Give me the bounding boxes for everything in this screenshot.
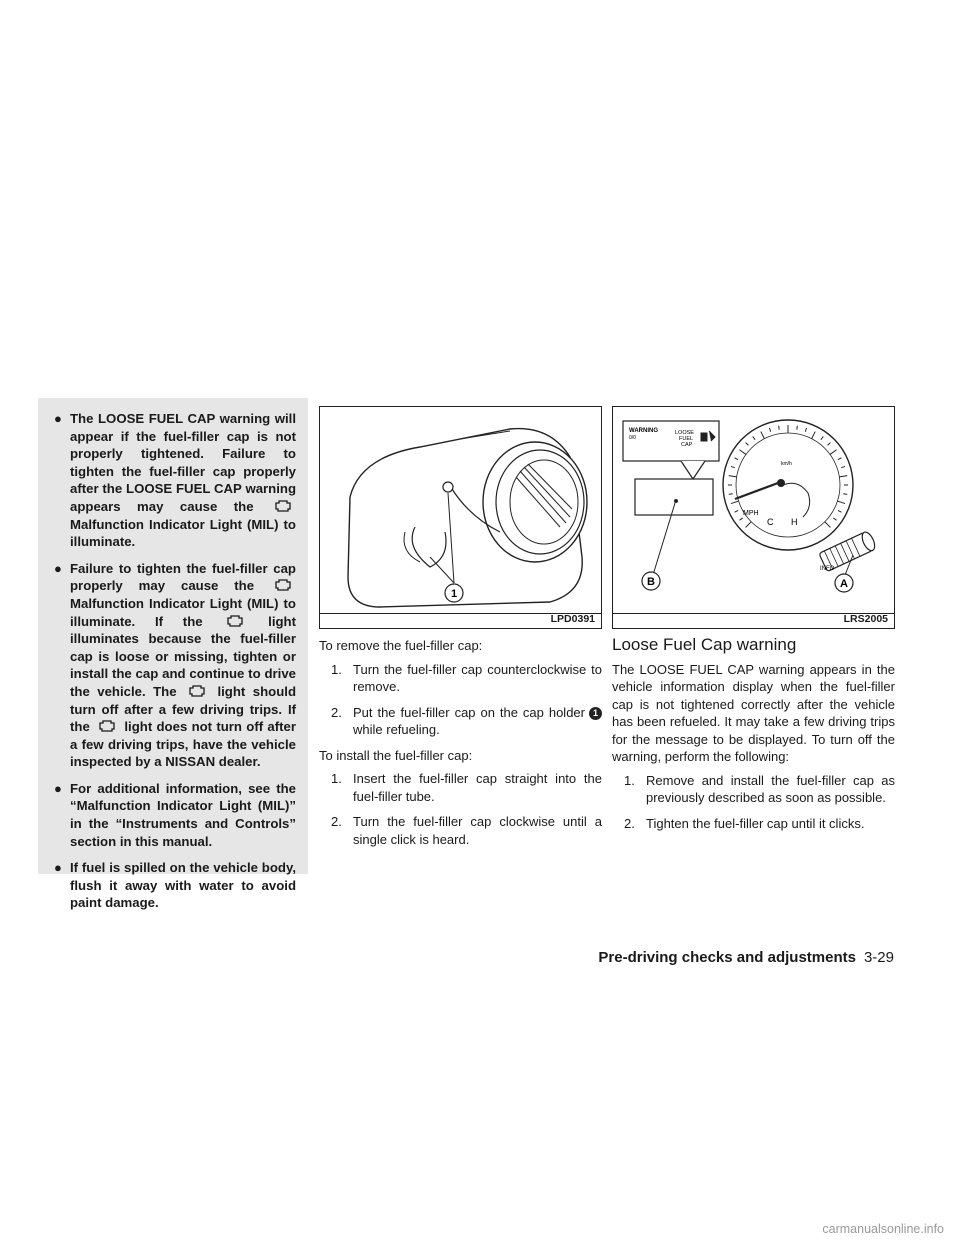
warning-display-illustration	[613, 407, 894, 612]
gauge-tick	[843, 494, 847, 495]
remove-intro: To remove the fuel-filler cap:	[319, 638, 483, 653]
gauge-tick	[729, 494, 733, 495]
gauge-c-text: C	[767, 517, 774, 527]
info-label: INFO	[820, 566, 835, 572]
display-loose-text: LOOSE	[675, 430, 694, 436]
display-count-text: 0/0	[629, 435, 636, 441]
caution-list	[54, 410, 296, 912]
mil-icon	[273, 500, 293, 512]
install-intro: To install the fuel-filler cap:	[319, 747, 473, 763]
install-step: 2. Turn the fuel-filler cap clockwise until a single click is heard.	[331, 814, 602, 847]
install-step: 1. Insert the fuel-filler cap straight into the fuel-filler tube.	[331, 771, 602, 804]
page-footer	[598, 949, 894, 966]
figure-code: LPD0391	[550, 613, 595, 625]
bullet-icon: ●	[54, 780, 62, 796]
section-title: Loose Fuel Cap warning	[612, 635, 797, 654]
gauge-mph-text: MPH	[743, 510, 759, 517]
section-body: The LOOSE FUEL CAP warning appears in the vehicle information display when the fuel-filler cap is not tightened correctly after the vehicle has been refueled. It may take a few driving trips for the message to be displayed. To turn off the warning, perform the following:	[612, 661, 895, 764]
fuel-cap-instructions	[319, 637, 602, 856]
callout-b: B	[647, 576, 655, 588]
remove-step: 2. Put the fuel-filler cap on the cap holder 1 while refueling.	[319, 704, 602, 739]
loose-cap-section	[612, 636, 895, 840]
mil-icon	[225, 615, 245, 627]
gauge-tick	[779, 426, 780, 430]
callout-1: 1	[450, 588, 458, 600]
loose-step: 1. Remove and install the fuel-filler cap as previously described as soon as possible.	[624, 772, 895, 805]
fuel-cap-illustration	[320, 407, 601, 612]
loose-step: 2. Tighten the fuel-filler cap until it clicks.	[624, 815, 865, 831]
fuel-cap-figure	[319, 406, 602, 629]
caution-item: ● Failure to tighten the fuel-filler cap properly may cause the Malfunction Indicator Light (MIL) to illuminate. If the light illuminates because the fuel-filler cap is loose or missing, tighten or install the cap and continue to drive the vehicle. The light should turn off after a few driving trips. If the light does not turn off after a few driving trips, have the vehicle inspected by a NISSAN dealer.	[54, 560, 296, 770]
mil-icon	[273, 579, 293, 591]
mil-icon	[187, 685, 207, 697]
gauge-unit-text: km/h	[781, 461, 792, 467]
warning-display-figure	[612, 406, 895, 629]
mil-icon	[97, 720, 117, 732]
display-warning-text: WARNING	[629, 428, 658, 434]
gauge-tick	[797, 426, 798, 430]
caution-item: ● If fuel is spilled on the vehicle body, flush it away with water to avoid paint damage.	[54, 860, 296, 911]
bullet-icon: ●	[54, 860, 62, 876]
bullet-icon: ●	[54, 411, 62, 426]
display-fuel-text: FUEL	[679, 436, 694, 442]
remove-step: 1. Turn the fuel-filler cap counterclockwise to remove.	[331, 661, 602, 694]
page-number: 3-29	[863, 949, 894, 966]
watermark: carmanualsonline.info	[822, 1222, 944, 1236]
callout-a: A	[840, 578, 848, 590]
figure-code: LRS2005	[843, 613, 888, 625]
bullet-icon: ●	[54, 560, 62, 576]
caution-item: ● The LOOSE FUEL CAP warning will appear if the fuel-filler cap is not properly tightened. Failure to tighten the fuel-filler cap properly after the LOOSE FUEL CAP warning appears may cause the Malfunction Indicator Light (MIL) to illuminate.	[54, 411, 296, 550]
display-cap-text: CAP	[681, 442, 693, 448]
footer-section: Pre-driving checks and adjustments	[598, 949, 856, 966]
callout-ref-1: 1	[589, 707, 602, 720]
gauge-h-text: H	[791, 517, 798, 527]
caution-item: ● For additional information, see the “Malfunction Indicator Light (MIL)” in the “Instruments and Controls” section in this manual.	[54, 780, 296, 849]
caution-box	[38, 398, 308, 911]
